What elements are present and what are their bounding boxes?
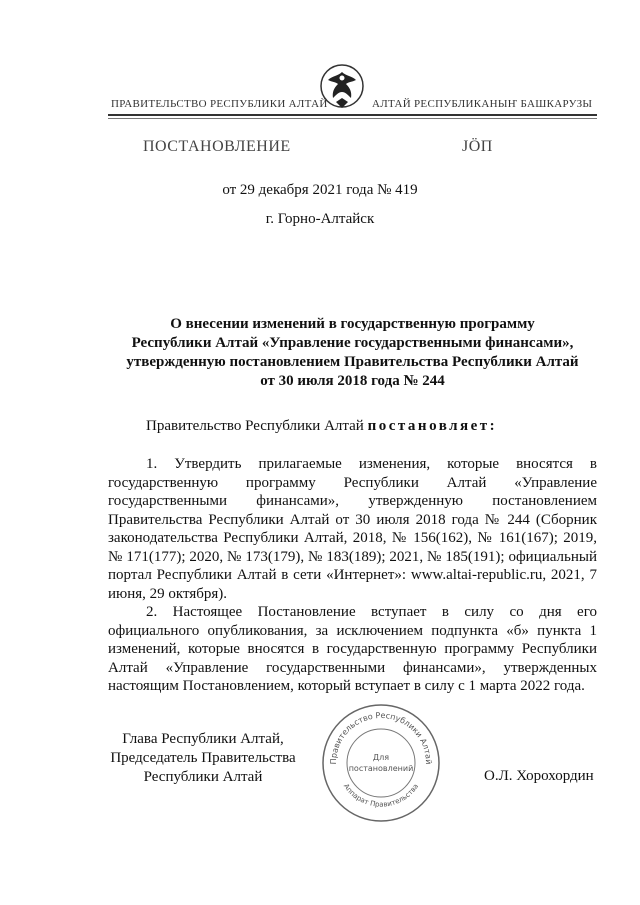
signatory-position-line: Республики Алтай — [143, 769, 263, 785]
header-divider-thin — [108, 118, 597, 119]
title-line: О внесении изменений в государственную программу — [170, 316, 535, 332]
doc-type-altai: ЈӦП — [462, 138, 493, 155]
document-body — [108, 455, 597, 696]
svg-text:Аппарат Правительства: Аппарат Правительства — [341, 782, 421, 809]
document-place: г. Горно-Алтайск — [265, 211, 375, 227]
svg-text:Правительство Республики Алтай: Правительство Республики Алтай — [328, 710, 434, 765]
title-line: утвержденную постановлением Правительства Республики Алтай — [126, 354, 579, 370]
header-org-russian: ПРАВИТЕЛЬСТВО РЕСПУБЛИКИ АЛТАЙ — [111, 98, 328, 110]
document-title — [108, 315, 597, 391]
title-line: от 30 июля 2018 года № 244 — [260, 373, 445, 389]
document-date-number: от 29 декабря 2021 года № 419 — [222, 182, 418, 198]
signatory-position-line: Председатель Правительства — [110, 750, 296, 766]
signatory-position — [108, 730, 298, 787]
official-stamp — [318, 700, 444, 826]
doc-type-russian: ПОСТАНОВЛЕНИЕ — [143, 138, 291, 155]
paragraph-1: 1. Утвердить прилагаемые изменения, которые вносятся в государственную программу Республики Алтай «Управление государственными финансами», утвержденную постановлением Правительства Республики Алтай от 30 июля 2018 года № 244 (Сборник законодательства Республики Алтай, 2018, № 156(162), № 161(167); 2019, № 171(177); 2020, № 173(179), № 183(189); 2021, № 185(191); официальный портал Республики Алтай в сети «Интернет»: www.altai-republic.ru, 2021, 7 июня, 29 октября). — [108, 456, 597, 602]
svg-text:постановлений: постановлений — [348, 764, 414, 773]
signatory-name: О.Л. Хорохордин — [484, 768, 594, 784]
title-line: Республики Алтай «Управление государственными финансами», — [131, 335, 574, 351]
paragraph-2: 2. Настоящее Постановление вступает в силу со дня его официального опубликования, за исключением подпункта «б» пункта 1 изменений, которые вносятся в государственную программу Республики Алтай «Управление государственными финансами», утвержденных настоящим Постановлением, который вступает в силу с 1 марта 2022 года. — [108, 604, 597, 694]
header-divider-thick — [108, 114, 597, 116]
svg-text:Для: Для — [372, 753, 390, 762]
signatory-position-line: Глава Республики Алтай, — [122, 731, 284, 747]
preamble-emphasis: постановляет: — [367, 418, 498, 434]
preamble-text: Правительство Республики Алтай — [146, 418, 364, 434]
preamble — [146, 418, 497, 435]
header-org-altai: АЛТАЙ РЕСПУБЛИКАНЫҤ БАШКАРУЗЫ — [372, 98, 593, 110]
